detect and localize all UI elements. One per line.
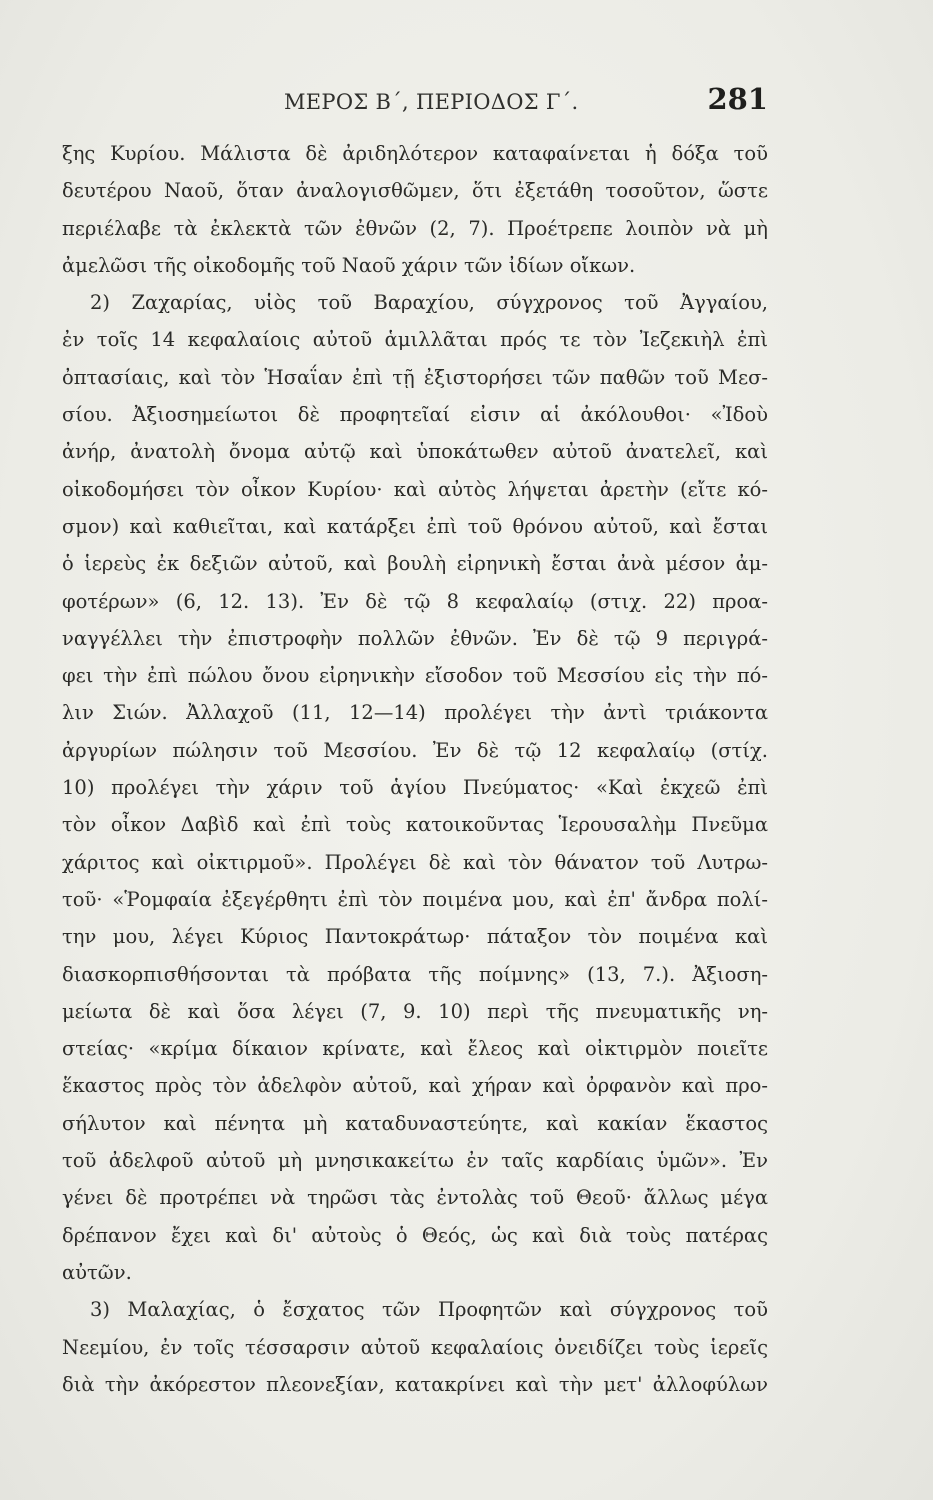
text-line: ὁ ἱερεὺς ἐκ δεξιῶν αὐτοῦ, καὶ βουλὴ εἰρηνικὴ ἔσται ἀνὰ μέσον ἀμ- (62, 552, 768, 576)
text-line: ἀμελῶσι τῆς οἰκοδομῆς τοῦ Ναοῦ χάριν τῶν ἰδίων οἴκων. (62, 253, 636, 277)
text-line: φει τὴν ἐπὶ πώλου ὄνου εἰρηνικὴν εἴσοδον τοῦ Μεσσίου εἰς τὴν πό- (62, 664, 768, 688)
text-line: γένει δὲ προτρέπει νὰ τηρῶσι τὰς ἐντολὰς τοῦ Θεοῦ· ἄλλως μέγα (62, 1186, 768, 1210)
text-line: σίου. Ἀξιοσημείωτοι δὲ προφητεῖαί εἰσιν αἱ ἀκόλουθοι· «Ἰδοὺ (62, 403, 768, 427)
text-line: ὀπτασίαις, καὶ τὸν Ἡσαΐαν ἐπὶ τῇ ἐξιστορήσει τῶν παθῶν τοῦ Μεσ- (62, 365, 768, 389)
running-head: ΜΕΡΟΣ Β΄, ΠΕΡΙΟΔΟΣ Γ΄. (284, 90, 579, 114)
text-line: ἕκαστος πρὸς τὸν ἀδελφὸν αὐτοῦ, καὶ χήραν καὶ ὀρφανὸν καὶ προ- (62, 1074, 768, 1098)
text-line: ξης Κυρίου. Μάλιστα δὲ ἀριδηλότερον καταφαίνεται ἡ δόξα τοῦ (62, 142, 768, 165)
text-line: μείωτα δὲ καὶ ὅσα λέγει (7, 9. 10) περὶ τῆς πνευματικῆς νη- (62, 999, 768, 1023)
text-line: σμον) καὶ καθιεῖται, καὶ κατάρξει ἐπὶ τοῦ θρόνου αὐτοῦ, καὶ ἔσται (62, 514, 768, 538)
paragraph-start-line: 3) Μαλαχίας, ὁ ἔσχατος τῶν Προφητῶν καὶ σύγχρονος τοῦ (90, 1298, 768, 1322)
text-line: δευτέρου Ναοῦ, ὅταν ἀναλογισθῶμεν, ὅτι ἐξετάθη τοσοῦτον, ὥστε (62, 179, 768, 203)
text-line: περιέλαβε τὰ ἐκλεκτὰ τῶν ἐθνῶν (2, 7). Προέτρεπε λοιπὸν νὰ μὴ (62, 216, 768, 240)
text-line: διασκορπισθήσονται τὰ πρόβατα τῆς ποίμνης» (13, 7.). Ἀξιοση- (62, 962, 768, 986)
text-line: ἀργυρίων πώλησιν τοῦ Μεσσίου. Ἐν δὲ τῷ 12 κεφαλαίῳ (στίχ. (62, 738, 768, 762)
text-line: Νεεμίου, ἐν τοῖς τέσσαρσιν αὐτοῦ κεφαλαίοις ὀνειδίζει τοὺς ἱερεῖς (62, 1335, 768, 1359)
text-line: 10) προλέγει τὴν χάριν τοῦ ἁγίου Πνεύματος· «Καὶ ἐκχεῶ ἐπὶ (62, 776, 768, 800)
paragraph-start-line: 2) Ζαχαρίας, υἱὸς τοῦ Βαραχίου, σύγχρονος τοῦ Ἀγγαίου, (90, 291, 768, 315)
body-text (62, 135, 768, 1403)
text-line: διὰ τὴν ἀκόρεστον πλεονεξίαν, κατακρίνει καὶ τὴν μετ' ἀλλοφύλων (62, 1372, 768, 1396)
text-line: σήλυτον καὶ πένητα μὴ καταδυναστεύητε, καὶ κακίαν ἕκαστος (62, 1111, 768, 1135)
text-line: ναγγέλλει τὴν ἐπιστροφὴν πολλῶν ἐθνῶν. Ἐν δὲ τῷ 9 περιγρά- (62, 626, 768, 650)
text-line: αὐτῶν. (62, 1260, 132, 1284)
text-line: ἐν τοῖς 14 κεφαλαίοις αὐτοῦ ἁμιλλᾶται πρός τε τὸν Ἰεζεκιὴλ ἐπὶ (62, 328, 768, 352)
page-number: 281 (707, 82, 768, 116)
text-line: λιν Σιών. Ἀλλαχοῦ (11, 12—14) προλέγει τὴν ἀντὶ τριάκοντα (62, 701, 768, 725)
text-line: ἀνήρ, ἀνατολὴ ὄνομα αὐτῷ καὶ ὑποκάτωθεν αὐτοῦ ἀνατελεῖ, καὶ (62, 440, 768, 464)
text-line: τοῦ· «Ῥομφαία ἐξεγέρθητι ἐπὶ τὸν ποιμένα μου, καὶ ἐπ' ἄνδρα πολί- (62, 887, 768, 911)
text-line: τὸν οἶκον Δαβὶδ καὶ ἐπὶ τοὺς κατοικοῦντας Ἱερουσαλὴμ Πνεῦμα (62, 813, 768, 837)
text-line: χάριτος καὶ οἰκτιρμοῦ». Προλέγει δὲ καὶ τὸν θάνατον τοῦ Λυτρω- (62, 850, 768, 874)
text-line: στείας· «κρίμα δίκαιον κρίνατε, καὶ ἔλεος καὶ οἰκτιρμὸν ποιεῖτε (62, 1037, 768, 1061)
text-line: δρέπανον ἔχει καὶ δι' αὐτοὺς ὁ Θεός, ὡς καὶ διὰ τοὺς πατέρας (62, 1223, 768, 1247)
text-line: φοτέρων» (6, 12. 13). Ἐν δὲ τῷ 8 κεφαλαίῳ (στιχ. 22) προα- (62, 589, 768, 613)
text-line: την μου, λέγει Κύριος Παντοκράτωρ· πάταξον τὸν ποιμένα καὶ (62, 925, 768, 949)
page-header (62, 84, 768, 120)
text-line: οἰκοδομήσει τὸν οἶκον Κυρίου· καὶ αὐτὸς λήψεται ἀρετὴν (εἴτε κό- (62, 477, 768, 501)
text-line: τοῦ ἀδελφοῦ αὐτοῦ μὴ μνησικακείτω ἐν ταῖς καρδίαις ὑμῶν». Ἐν (62, 1149, 768, 1173)
